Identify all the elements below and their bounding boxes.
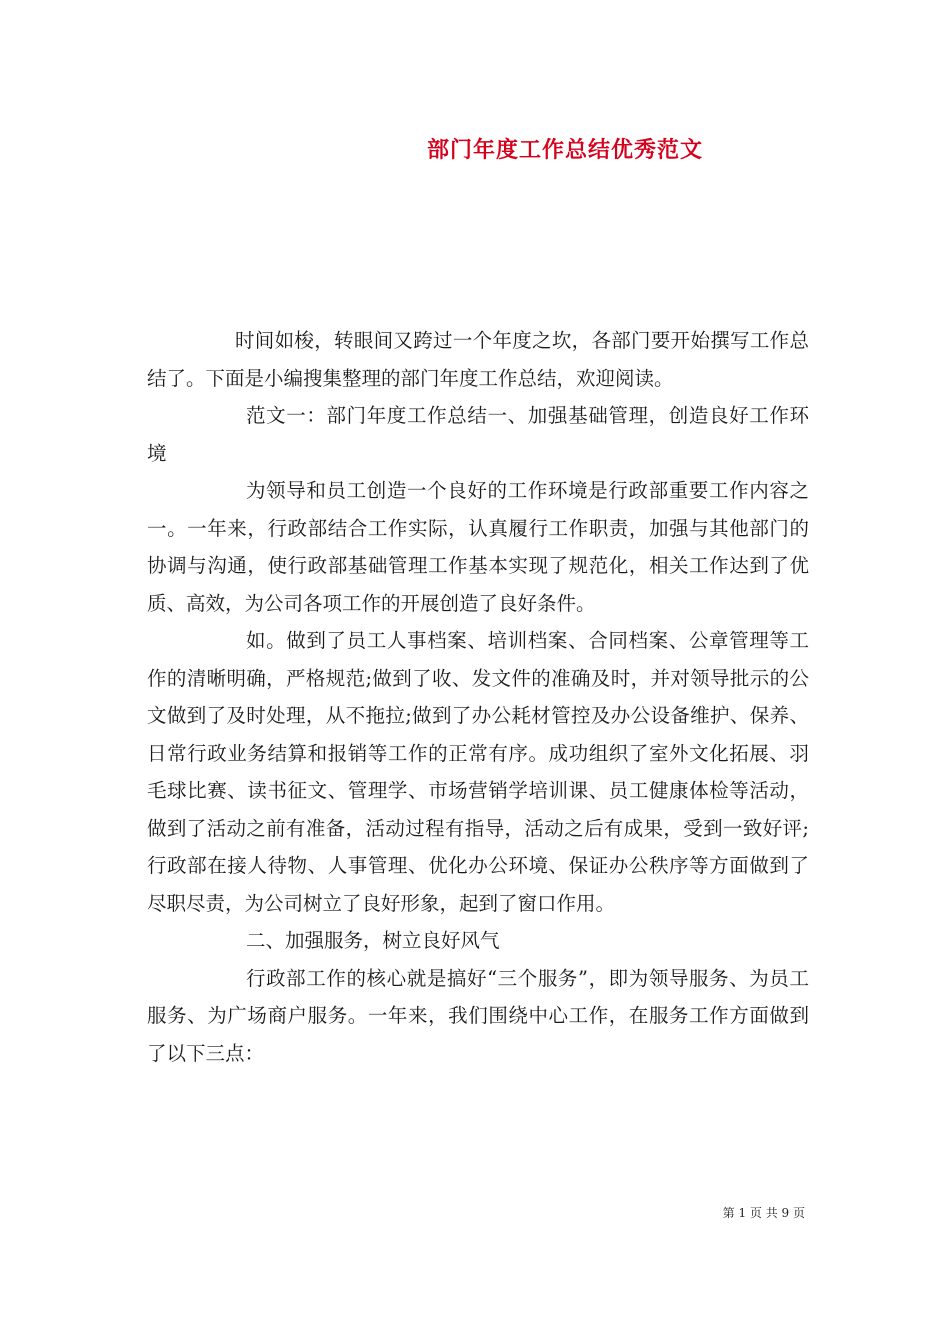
paragraph-intro: 时间如梭，转眼间又跨过一个年度之坎，各部门要开始撰写工作总结了。下面是小编搜集整理的部门年度工作总结，欢迎阅读。 [147,329,809,390]
document-body [147,322,809,1072]
paragraph-section-heading-2: 二、加强服务，树立良好风气 [246,929,500,952]
page-number: 第 1 页 共 9 页 [722,1206,805,1220]
paragraph-work-environment: 为领导和员工创造一个良好的工作环境是行政部重要工作内容之一。一年来，行政部结合工作实际，认真履行工作职责，加强与其他部门的协调与沟通，使行政部基础管理工作基本实现了规范化，相关工作达到了优质、高效，为公司各项工作的开展创造了良好条件。 [147,479,809,615]
paragraph-examples: 如。做到了员工人事档案、培训档案、合同档案、公章管理等工作的清晰明确，严格规范;做到了收、发文件的准确及时，并对领导批示的公文做到了及时处理，从不拖拉;做到了办公耗材管控及办公设备维护、保养、日常行政业务结算和报销等工作的正常有序。成功组织了室外文化拓展、羽毛球比赛、读书征文、管理学、市场营销学培训课、员工健康体检等活动，做到了活动之前有准备，活动过程有指导，活动之后有成果，受到一致好评;行政部在接人待物、人事管理、优化办公环境、保证办公秩序等方面做到了尽职尽责，为公司树立了良好形象，起到了窗口作用。 [147,629,809,915]
paragraph-service-core: 行政部工作的核心就是搞好“三个服务”，即为领导服务、为员工服务、为广场商户服务。一年来，我们围绕中心工作，在服务工作方面做到了以下三点： [147,966,809,1065]
paragraph-section-heading-1: 范文一：部门年度工作总结一、加强基础管理，创造良好工作环境 [147,404,809,465]
document-title: 部门年度工作总结优秀范文 [426,137,703,163]
